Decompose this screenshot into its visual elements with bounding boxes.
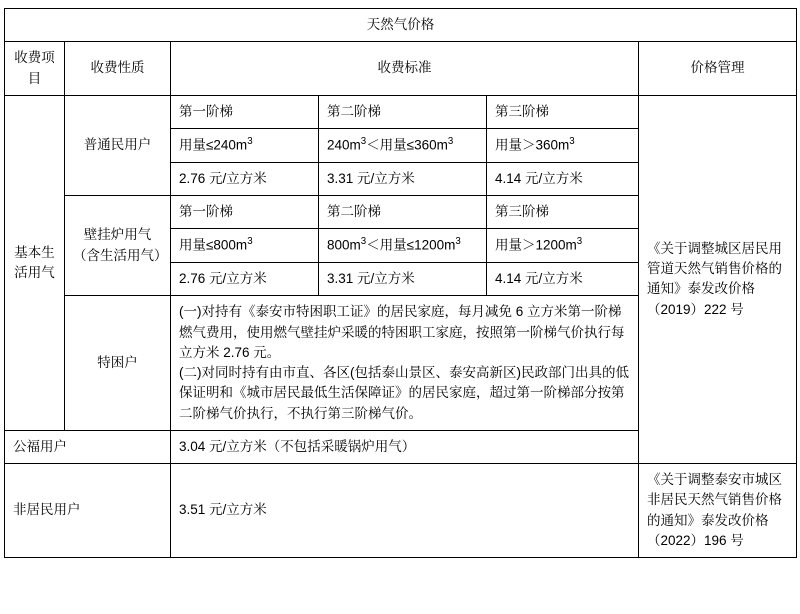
wallboiler-tier2-range: [319, 229, 487, 263]
ordinary-tier2-range-text: 240m: [327, 137, 361, 153]
ordinary-tier2-range-rest: ＜用量≤360m: [366, 137, 448, 153]
nonres-user-row: [5, 464, 797, 558]
management-nonresidential: 《关于调整泰安市城区非居民天然气销售价格的通知》泰发改价格（2022）196 号: [639, 464, 797, 558]
ordinary-tier3-label: 第三阶梯: [487, 95, 639, 128]
wallboiler-tier1-label: 第一阶梯: [171, 196, 319, 229]
wallboiler-tier3-range-sup: 3: [576, 236, 583, 248]
table-title-row: [5, 9, 797, 42]
management-residential: 《关于调整城区居民用管道天然气销售价格的通知》泰发改价格（2019）222 号: [639, 95, 797, 463]
ordinary-tier3-price: 4.14 元/立方米: [487, 162, 639, 195]
header-item: 收费项目: [5, 42, 65, 96]
wallboiler-tier3-range: [487, 229, 639, 263]
ordinary-tier2-range-sup: 3: [360, 136, 367, 147]
ordinary-tier3-range: [487, 129, 639, 163]
ordinary-tier1-label: 第一阶梯: [171, 95, 319, 128]
ordinary-tier3-range-sup: 3: [569, 136, 575, 147]
ordinary-tier1-price: 2.76 元/立方米: [171, 162, 319, 195]
table-title: 天然气价格: [5, 9, 797, 42]
wallboiler-tier1-range: [171, 229, 319, 263]
ordinary-tier2-range: [319, 129, 487, 163]
hardship-notes: [171, 296, 639, 431]
ordinary-tier1-range-sup: 3: [247, 136, 253, 147]
wallboiler-tier2-range-sup2: 3: [455, 236, 461, 248]
row-group-basic: 基本生活用气: [5, 95, 65, 430]
wallboiler-tier1-range-sup: 3: [247, 236, 253, 248]
hardship-note-1: (一)对持有《泰安市特困职工证》的居民家庭，每月减免 6 立方米第一阶梯燃气费用，使用燃气壁挂炉采暖的特困职工家庭，按照第一阶梯气价执行每立方米 2.76 元。: [179, 304, 625, 360]
ordinary-tier2-range-sup2: 3: [447, 136, 454, 147]
ordinary-tier3-range-text: 用量＞360m: [495, 137, 570, 153]
nature-wall-boiler: 壁挂炉用气（含生活用气）: [65, 196, 171, 296]
public-user-name: 公福用户: [5, 430, 171, 463]
nature-hardship: 特困户: [65, 296, 171, 431]
wallboiler-tier2-range-sup: 3: [360, 236, 367, 248]
hardship-note-2: (二)对同时持有由市直、各区(包括泰山景区、泰安高新区)民政部门出具的低保证明和《城市居民最低生活保障证》的居民家庭，超过第一阶梯部分按第二阶梯气价执行，不执行第三阶梯气价。: [179, 365, 629, 421]
header-standard: 收费标准: [171, 42, 639, 96]
ordinary-tier-label-row: [5, 95, 797, 128]
header-management: 价格管理: [639, 42, 797, 96]
wallboiler-tier2-range-rest: ＜用量≤1200m: [366, 237, 456, 253]
ordinary-tier1-range: [171, 129, 319, 163]
wallboiler-tier2-label: 第二阶梯: [319, 196, 487, 229]
ordinary-tier1-range-text: 用量≤240m: [179, 137, 248, 153]
nonres-user-price: 3.51 元/立方米: [171, 464, 639, 558]
gas-price-table: [4, 8, 797, 558]
wallboiler-tier3-price: 4.14 元/立方米: [487, 263, 639, 296]
wallboiler-tier1-price: 2.76 元/立方米: [171, 263, 319, 296]
wallboiler-tier3-label: 第三阶梯: [487, 196, 639, 229]
nonres-user-name: 非居民用户: [5, 464, 171, 558]
wallboiler-tier2-range-text: 800m: [327, 237, 361, 253]
nature-ordinary: 普通民用户: [65, 95, 171, 195]
header-nature: 收费性质: [65, 42, 171, 96]
wallboiler-tier3-range-text: 用量＞1200m: [495, 237, 577, 253]
wallboiler-tier1-range-text: 用量≤800m: [179, 237, 248, 253]
ordinary-tier2-price: 3.31 元/立方米: [319, 162, 487, 195]
ordinary-tier2-label: 第二阶梯: [319, 95, 487, 128]
public-user-price: 3.04 元/立方米（不包括采暖锅炉用气）: [171, 430, 639, 463]
wallboiler-tier2-price: 3.31 元/立方米: [319, 263, 487, 296]
